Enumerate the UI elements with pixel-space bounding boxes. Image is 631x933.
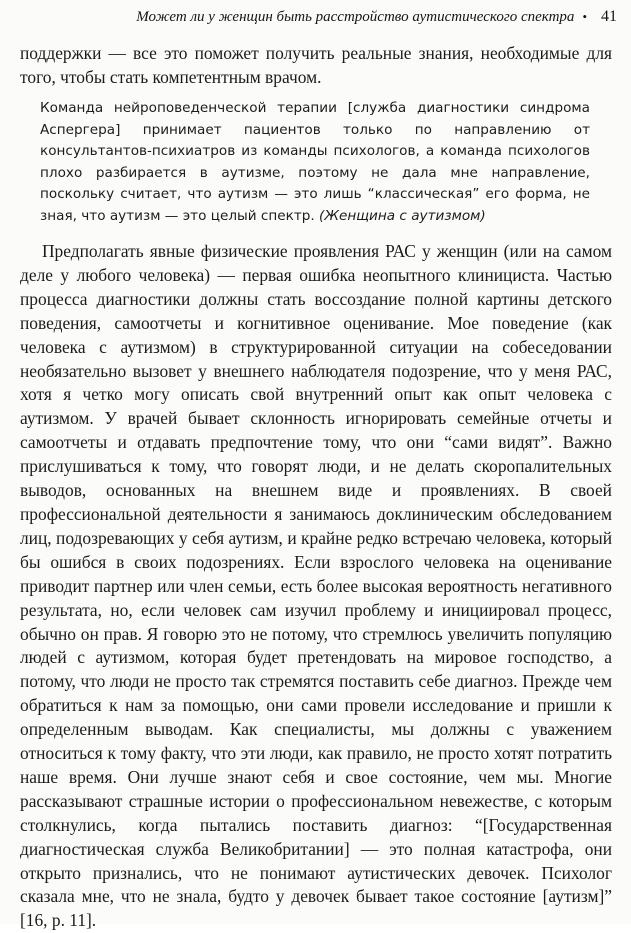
quote-attribution: (Женщина с аутизмом) [319,207,486,224]
continuation-paragraph: поддержки — все это поможет получить реальные знания, необходимые для того, чтобы стать компетентным врачом. [20,43,612,88]
bullet-separator: • [582,9,587,24]
running-head-title: Может ли у женщин быть расстройство аутистического спектра [136,8,575,25]
page-number: 41 [601,8,617,25]
main-paragraph: Предполагать явные физические проявления РАС у женщин (или на самом деле у любого человека) — первая ошибка неопытного клинициста. Частью процесса диагностики должны стать воссоздание полной картины детского поведения, самоотчеты и когнитивное оценивание. Мое поведение (как человека с аутизмом) в структурированной ситуации на собеседовании необязательно вызовет у внешнего наблюдателя подозрение, что у меня РАС, хотя я четко могу описать свой внутренний опыт как опыт человека с аутизмом. У врачей бывает склонность игнорировать семейные отчеты и самоотчеты и отдавать предпочтение тому, что они “сами видят”. Важно прислушиваться к тому, что говорят люди, и не делать скоропалительных выводов, основанных на внешнем виде и проявлениях. В своей профессиональной деятельности я занимаюсь доклиническим обследованием лиц, подозревающих у себя аутизм, и крайне редко встречаю человека, который бы ошибся в своих подозрениях. Если взрослого человека на оценивание приводит партнер или член семьи, есть более высокая вероятность негативного результата, но, если человек сам изучил проблему и инициировал процесс, обычно он прав. Я говорю это не потому, что стремлюсь увеличить популяцию людей с аутизмом, которая будет претендовать на мировое господство, а потому, что люди не просто так стремятся поставить себе диагноз. Прежде чем обратиться к нам за помощью, они сами провели исследование и пришли к определенным выводам. Как специалисты, мы должны с уважением относиться к тому факту, что эти люди, как правило, не просто хотят потратить наше время. Они лучше знают себя и свое состояние, чем мы. Многие рассказывают страшные истории о профессиональном невежестве, с которым столкнулись, когда пытались поставить диагноз: “[Государственная диагностическая служба Великобритании] — это полная катастрофа, они открыто признались, что не понимают аутистических девочек. Психолог сказала мне, что не знала, будто у девочек бывает такое состояние [аутизм]” [16, р. 11]. [20,241,612,931]
running-head [20,6,617,28]
quote-text: Команда нейроповеденческой терапии [служба диагностики синдрома Аспергера] принимает пациентов только по направлению от консультантов-психиатров из команды психологов, а команда психологов плохо разбирается в аутизме, поэтому не дала мне направление, поскольку считает, что аутизм — это лишь “классическая” его форма, не зная, что аутизм — это целый спектр. [40,100,590,224]
block-quote [40,98,590,228]
